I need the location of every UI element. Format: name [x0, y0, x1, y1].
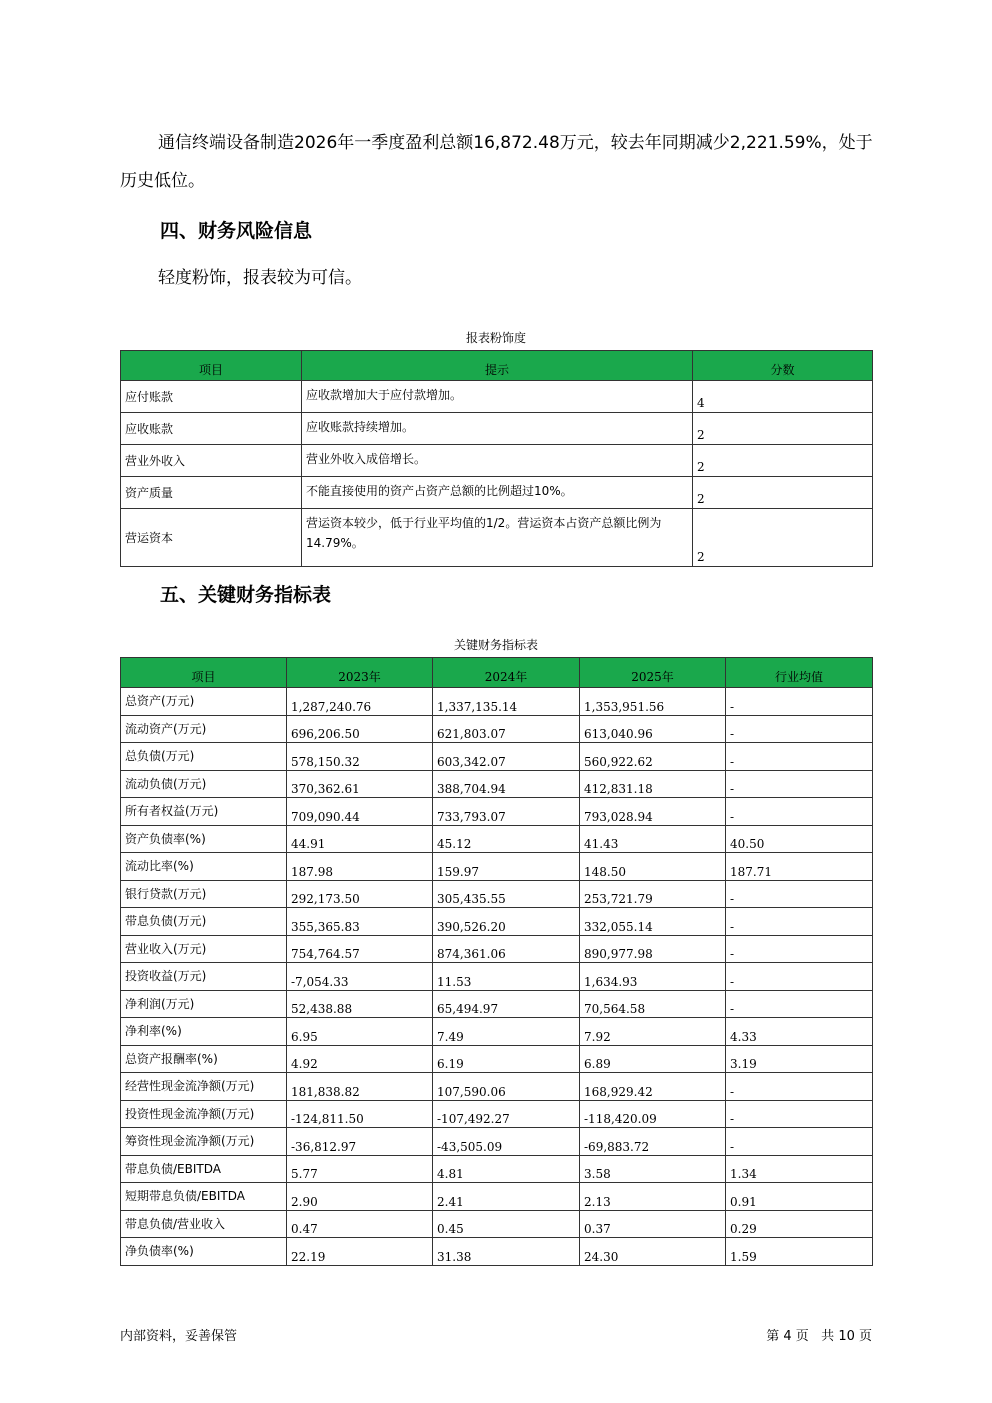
metrics-value-2023: 52,438.88 [287, 990, 433, 1018]
metrics-value-2025: 412,831.18 [580, 770, 726, 798]
metrics-value-2023: 292,173.50 [287, 880, 433, 908]
metrics-value-2025: 253,721.79 [580, 880, 726, 908]
table-row [121, 798, 873, 826]
metrics-value-2025: 0.37 [580, 1210, 726, 1238]
table-row [121, 1073, 873, 1101]
risk-table [120, 350, 873, 567]
metrics-item: 流动资产(万元) [121, 715, 287, 743]
metrics-item: 流动比率(%) [121, 853, 287, 881]
risk-table-header-row [121, 351, 873, 381]
metrics-value-2024: 4.81 [433, 1155, 580, 1183]
metrics-value-2024: 305,435.55 [433, 880, 580, 908]
table-row [121, 770, 873, 798]
metrics-value-2023: 578,150.32 [287, 743, 433, 771]
metrics-value-2023: 2.90 [287, 1183, 433, 1211]
metrics-value-2023: 5.77 [287, 1155, 433, 1183]
metrics-industry-avg: 3.19 [726, 1045, 873, 1073]
metrics-industry-avg: 4.33 [726, 1018, 873, 1046]
metrics-industry-avg: 40.50 [726, 825, 873, 853]
section-heading-risk: 四、财务风险信息 [160, 220, 313, 242]
metrics-industry-avg: - [726, 1073, 873, 1101]
risk-header-score: 分数 [693, 351, 873, 381]
metrics-value-2024: 65,494.97 [433, 990, 580, 1018]
risk-item: 营运资本 [121, 509, 302, 567]
risk-tip: 应收款增加大于应付款增加。 [302, 381, 693, 413]
table-row [121, 1210, 873, 1238]
table-row [121, 880, 873, 908]
metrics-value-2023: 754,764.57 [287, 935, 433, 963]
metrics-value-2023: -124,811.50 [287, 1100, 433, 1128]
metrics-item: 银行贷款(万元) [121, 880, 287, 908]
metrics-table-caption: 关键财务指标表 [453, 638, 538, 652]
metrics-value-2025: 332,055.14 [580, 908, 726, 936]
metrics-item: 流动负债(万元) [121, 770, 287, 798]
risk-header-tip: 提示 [302, 351, 693, 381]
metrics-value-2025: -69,883.72 [580, 1128, 726, 1156]
table-row [121, 853, 873, 881]
metrics-industry-avg: - [726, 908, 873, 936]
metrics-industry-avg: - [726, 770, 873, 798]
metrics-value-2025: 1,353,951.56 [580, 688, 726, 716]
metrics-header-2025: 2025年 [580, 658, 726, 688]
metrics-value-2025: 24.30 [580, 1238, 726, 1266]
metrics-item: 短期带息负债/EBITDA [121, 1183, 287, 1211]
risk-tip: 应收账款持续增加。 [302, 413, 693, 445]
footer-confidential: 内部资料，妥善保管 [120, 1329, 238, 1344]
metrics-industry-avg: 0.29 [726, 1210, 873, 1238]
metrics-industry-avg: - [726, 798, 873, 826]
metrics-item: 净利率(%) [121, 1018, 287, 1046]
risk-item: 资产质量 [121, 477, 302, 509]
metrics-item: 总资产报酬率(%) [121, 1045, 287, 1073]
metrics-value-2024: 603,342.07 [433, 743, 580, 771]
metrics-value-2024: -107,492.27 [433, 1100, 580, 1128]
metrics-industry-avg: - [726, 743, 873, 771]
metrics-value-2024: 733,793.07 [433, 798, 580, 826]
metrics-item: 带息负债/营业收入 [121, 1210, 287, 1238]
metrics-item: 筹资性现金流净额(万元) [121, 1128, 287, 1156]
table-row [121, 990, 873, 1018]
metrics-industry-avg: - [726, 963, 873, 991]
metrics-item: 总负债(万元) [121, 743, 287, 771]
metrics-value-2025: 41.43 [580, 825, 726, 853]
metrics-item: 所有者权益(万元) [121, 798, 287, 826]
metrics-value-2024: 390,526.20 [433, 908, 580, 936]
metrics-value-2024: 0.45 [433, 1210, 580, 1238]
risk-score: 4 [693, 381, 873, 413]
risk-item: 应付账款 [121, 381, 302, 413]
metrics-value-2024: 7.49 [433, 1018, 580, 1046]
metrics-value-2025: 560,922.62 [580, 743, 726, 771]
table-row [121, 1100, 873, 1128]
risk-summary-text: 轻度粉饰，报表较为可信。 [158, 268, 362, 288]
table-row [121, 825, 873, 853]
section-heading-metrics: 五、关键财务指标表 [160, 584, 332, 606]
metrics-value-2024: 621,803.07 [433, 715, 580, 743]
metrics-value-2023: 44.91 [287, 825, 433, 853]
metrics-item: 投资性现金流净额(万元) [121, 1100, 287, 1128]
metrics-industry-avg: - [726, 935, 873, 963]
risk-tip: 营业外收入成倍增长。 [302, 445, 693, 477]
metrics-value-2023: -7,054.33 [287, 963, 433, 991]
metrics-value-2023: 187.98 [287, 853, 433, 881]
metrics-value-2025: 613,040.96 [580, 715, 726, 743]
metrics-header-industry-avg: 行业均值 [726, 658, 873, 688]
metrics-industry-avg: - [726, 990, 873, 1018]
metrics-industry-avg: 1.34 [726, 1155, 873, 1183]
metrics-header-2023: 2023年 [287, 658, 433, 688]
metrics-value-2023: 370,362.61 [287, 770, 433, 798]
metrics-industry-avg: - [726, 1100, 873, 1128]
metrics-value-2024: 31.38 [433, 1238, 580, 1266]
risk-header-item: 项目 [121, 351, 302, 381]
metrics-value-2025: 7.92 [580, 1018, 726, 1046]
metrics-item: 净利润(万元) [121, 990, 287, 1018]
footer-page-number: 第 4 页 共 10 页 [766, 1329, 872, 1344]
table-row [121, 413, 873, 445]
metrics-value-2024: 45.12 [433, 825, 580, 853]
metrics-header-2024: 2024年 [433, 658, 580, 688]
metrics-value-2023: -36,812.97 [287, 1128, 433, 1156]
metrics-item: 总资产(万元) [121, 688, 287, 716]
metrics-value-2023: 22.19 [287, 1238, 433, 1266]
table-row [121, 1045, 873, 1073]
table-row [121, 935, 873, 963]
metrics-value-2024: 874,361.06 [433, 935, 580, 963]
metrics-item: 带息负债(万元) [121, 908, 287, 936]
risk-score: 2 [693, 509, 873, 567]
metrics-value-2024: 1,337,135.14 [433, 688, 580, 716]
risk-summary [120, 259, 880, 297]
metrics-value-2025: 1,634.93 [580, 963, 726, 991]
metrics-value-2024: 2.41 [433, 1183, 580, 1211]
risk-item: 应收账款 [121, 413, 302, 445]
table-row [121, 1018, 873, 1046]
risk-tip: 不能直接使用的资产占资产总额的比例超过10%。 [302, 477, 693, 509]
metrics-header-item: 项目 [121, 658, 287, 688]
metrics-value-2025: 3.58 [580, 1155, 726, 1183]
metrics-industry-avg: 187.71 [726, 853, 873, 881]
table-row [121, 908, 873, 936]
intro-paragraph-text: 通信终端设备制造2026年一季度盈利总额16,872.48万元，较去年同期减少2,221.59%，处于历史低位。 [120, 133, 873, 191]
metrics-value-2024: 11.53 [433, 963, 580, 991]
metrics-value-2023: 0.47 [287, 1210, 433, 1238]
metrics-value-2025: 148.50 [580, 853, 726, 881]
risk-score: 2 [693, 445, 873, 477]
metrics-value-2025: 6.89 [580, 1045, 726, 1073]
metrics-industry-avg: 0.91 [726, 1183, 873, 1211]
metrics-table [120, 657, 873, 1266]
metrics-value-2025: 168,929.42 [580, 1073, 726, 1101]
risk-score: 2 [693, 413, 873, 445]
table-row [121, 715, 873, 743]
metrics-industry-avg: 1.59 [726, 1238, 873, 1266]
table-row [121, 445, 873, 477]
table-row [121, 1238, 873, 1266]
metrics-value-2025: -118,420.09 [580, 1100, 726, 1128]
metrics-value-2024: -43,505.09 [433, 1128, 580, 1156]
metrics-item: 投资收益(万元) [121, 963, 287, 991]
table-row [121, 963, 873, 991]
metrics-value-2024: 159.97 [433, 853, 580, 881]
metrics-value-2023: 1,287,240.76 [287, 688, 433, 716]
metrics-value-2023: 355,365.83 [287, 908, 433, 936]
metrics-table-header-row [121, 658, 873, 688]
metrics-item: 带息负债/EBITDA [121, 1155, 287, 1183]
table-row [121, 1155, 873, 1183]
table-row [121, 1183, 873, 1211]
metrics-value-2025: 793,028.94 [580, 798, 726, 826]
intro-paragraph [120, 124, 880, 200]
metrics-item: 经营性现金流净额(万元) [121, 1073, 287, 1101]
metrics-item: 资产负债率(%) [121, 825, 287, 853]
metrics-industry-avg: - [726, 688, 873, 716]
table-row [121, 1128, 873, 1156]
metrics-item: 营业收入(万元) [121, 935, 287, 963]
risk-tip: 营运资本较少，低于行业平均值的1/2。营运资本占资产总额比例为14.79%。 [302, 509, 693, 567]
metrics-value-2024: 107,590.06 [433, 1073, 580, 1101]
table-row [121, 381, 873, 413]
metrics-value-2024: 6.19 [433, 1045, 580, 1073]
risk-table-caption: 报表粉饰度 [465, 331, 526, 345]
metrics-value-2025: 2.13 [580, 1183, 726, 1211]
metrics-value-2023: 4.92 [287, 1045, 433, 1073]
metrics-value-2023: 709,090.44 [287, 798, 433, 826]
metrics-value-2025: 890,977.98 [580, 935, 726, 963]
metrics-item: 净负债率(%) [121, 1238, 287, 1266]
table-row [121, 509, 873, 567]
metrics-value-2024: 388,704.94 [433, 770, 580, 798]
metrics-value-2023: 181,838.82 [287, 1073, 433, 1101]
metrics-industry-avg: - [726, 1128, 873, 1156]
table-row [121, 477, 873, 509]
metrics-industry-avg: - [726, 715, 873, 743]
metrics-value-2023: 6.95 [287, 1018, 433, 1046]
metrics-value-2025: 70,564.58 [580, 990, 726, 1018]
table-row [121, 688, 873, 716]
metrics-value-2023: 696,206.50 [287, 715, 433, 743]
table-row [121, 743, 873, 771]
metrics-industry-avg: - [726, 880, 873, 908]
risk-score: 2 [693, 477, 873, 509]
risk-item: 营业外收入 [121, 445, 302, 477]
